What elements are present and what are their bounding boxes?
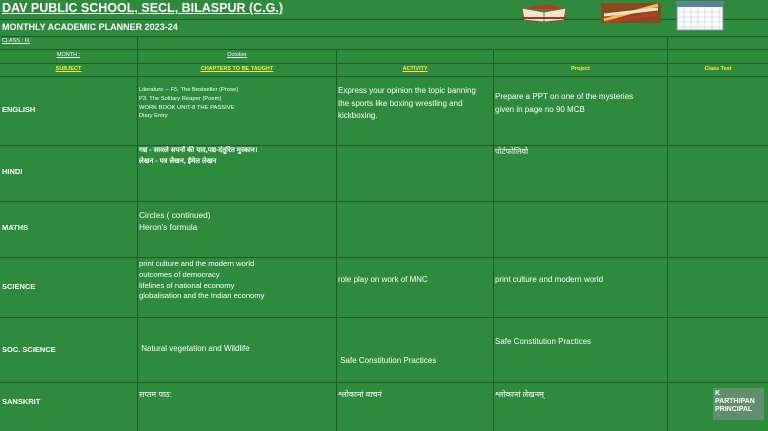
table-row	[0, 202, 768, 258]
class-test-cell	[667, 318, 768, 382]
chapters-cell: Literature -- F5. The Bestseller (Prose) P3. The Solitary Reaper (Poem) WORK BOOK UNIT-8 THE PASSIVE Diary Entry	[139, 87, 239, 120]
chapters-cell: print culture and the modern world outcomes of democracy lifelines of national economy globalisation and the Indian economy	[139, 259, 265, 301]
subject-cell: HINDI	[2, 167, 23, 176]
activity-cell	[336, 202, 493, 257]
chapters-cell: Circles ( continued) Heron's formula	[139, 210, 211, 233]
month-value: October	[137, 50, 336, 63]
activity-cell: श्लोकानां वाचनं	[338, 390, 382, 399]
open-book-icon	[520, 2, 568, 24]
subject-cell: SANSKRIT	[2, 397, 41, 406]
subject-header: SUBJECT	[55, 66, 82, 72]
table-row	[0, 258, 768, 318]
activity-cell: Safe Constitution Practices	[338, 356, 437, 365]
project-cell: पोर्टफोलियो	[495, 147, 529, 156]
class-test-cell	[667, 202, 768, 257]
planner-table	[0, 36, 768, 431]
class-test-header: Class Test	[667, 64, 768, 76]
class-test-cell	[667, 258, 768, 317]
project-cell: Prepare a PPT on one of the mysteries given in page no 90 MCB	[495, 92, 634, 114]
activity-header: ACTIVITY	[336, 64, 493, 76]
class-test-cell	[667, 77, 768, 145]
class-test-cell	[667, 146, 768, 201]
project-header: Project	[493, 64, 667, 76]
pencils-icon	[600, 2, 662, 24]
activity-cell: role play on work of MNC	[338, 275, 428, 284]
activity-cell: Express your opinion the topic banning the sports like boxing wrestling and kickboxing.	[338, 86, 476, 120]
column-header-row	[0, 64, 768, 77]
month-row	[0, 50, 768, 64]
subject-cell: SOC. SCIENCE	[2, 345, 56, 354]
subject-cell: MATHS	[2, 223, 29, 232]
planner-title: MONTHLY ACADEMIC PLANNER 2023-24	[2, 22, 178, 32]
chapters-header: CHAPTERS TO BE TAUGHT	[137, 64, 336, 76]
chapters-cell: सप्तम पाठ:	[139, 390, 172, 399]
principal-stamp: K PARTHIPAN PRINCIPAL	[713, 388, 764, 420]
class-label: CLASS : IX	[2, 38, 30, 44]
project-cell: print culture and modern world	[495, 275, 604, 284]
table-row	[0, 383, 768, 431]
subject-cell: ENGLISH	[2, 105, 36, 114]
table-row	[0, 146, 768, 202]
project-cell: श्लोकानां लेखनम्	[495, 390, 544, 399]
school-title: DAV PUBLIC SCHOOL, SECL, BILASPUR (C.G.)	[2, 1, 284, 15]
calendar-icon	[676, 1, 724, 31]
month-label: MONTH :	[56, 52, 81, 58]
table-row	[0, 318, 768, 383]
class-row	[0, 36, 768, 50]
chapters-cell: गद्य - सावले सपनों की याद,पद्य-दंतुरित मुस्कान। लेखन - पत्र लेखन, ईमेल लेखन	[139, 147, 258, 165]
project-cell	[493, 202, 667, 257]
chapters-cell: Natural vegetation and Wildlife	[139, 344, 250, 353]
activity-cell	[336, 146, 493, 201]
subject-cell: SCIENCE	[2, 282, 36, 291]
table-row	[0, 77, 768, 146]
project-cell: Safe Constitution Practices	[495, 337, 592, 346]
